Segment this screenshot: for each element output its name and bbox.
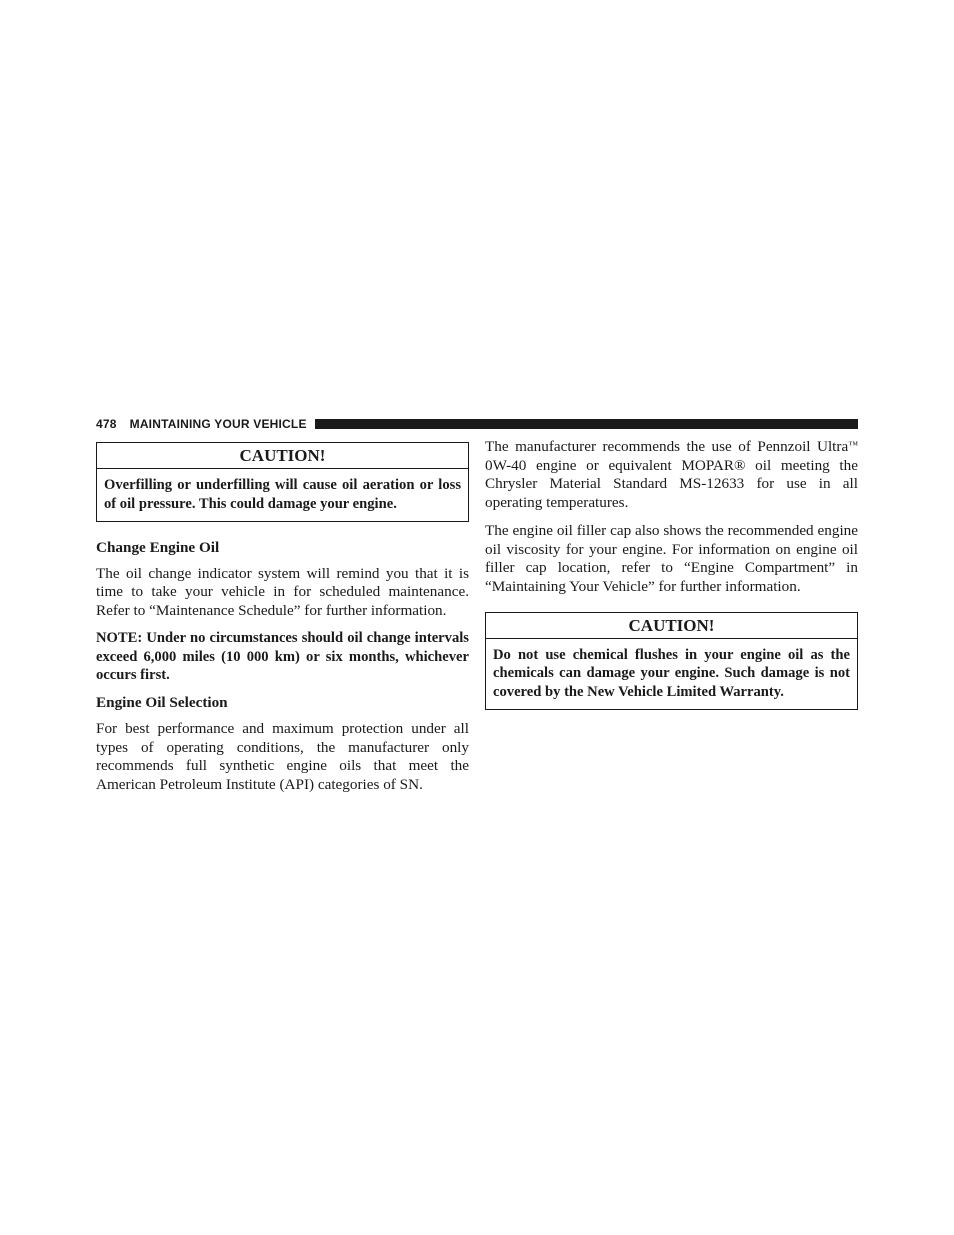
section-title: MAINTAINING YOUR VEHICLE [129,417,307,431]
trademark-symbol: ™ [848,440,858,451]
header-rule [315,419,858,429]
caution-box-overfilling [96,442,469,522]
caution-body: Do not use chemical flushes in your engine oil as the chemicals can damage your engine. Such damage is not covered by the New Vehicle Limited Warranty. [493,646,850,700]
note-oil-change-interval: NOTE: Under no circumstances should oil change intervals exceed 6,000 miles (10 000 km) or six months, whichever occurs first. [96,629,469,684]
paragraph-change-engine-oil: The oil change indicator system will remind you that it is time to take your vehicle in for scheduled maintenance. Refer to “Maintenance Schedule” for further information. [96,564,469,620]
paragraph-pennzoil-recommendation [485,437,858,513]
page-number: 478 [96,417,117,431]
caution-body: Overfilling or underfilling will cause oil aeration or loss of oil pressure. This could damage your engine. [104,477,461,512]
left-column [96,442,469,795]
page-header [96,417,858,431]
paragraph-engine-oil-selection: For best performance and maximum protection under all types of operating conditions, the manufacturer only recommends full synthetic engine oils that meet the American Petroleum Institute (API) categories of SN. [96,719,469,794]
caution-title: CAUTION! [486,613,857,639]
right-column [485,437,858,710]
paragraph-oil-filler-cap: The engine oil filler cap also shows the recommended engine oil viscosity for your engine. For information on engine oil filler cap location, refer to “Engine Compartment” in “Maintaining Your Vehicle” for further information. [485,521,858,595]
caution-box-chemical-flushes [485,612,858,711]
caution-title: CAUTION! [97,443,468,469]
heading-engine-oil-selection: Engine Oil Selection [96,694,228,712]
paragraph-pennzoil-start: The manufacturer recommends the use of Pennzoil Ultra [485,438,849,455]
heading-change-engine-oil: Change Engine Oil [96,539,220,556]
paragraph-pennzoil-end: 0W-40 engine or equivalent MOPAR® oil meeting the Chrysler Material Standard MS-12633 for use in all operating temperatures. [485,456,858,512]
